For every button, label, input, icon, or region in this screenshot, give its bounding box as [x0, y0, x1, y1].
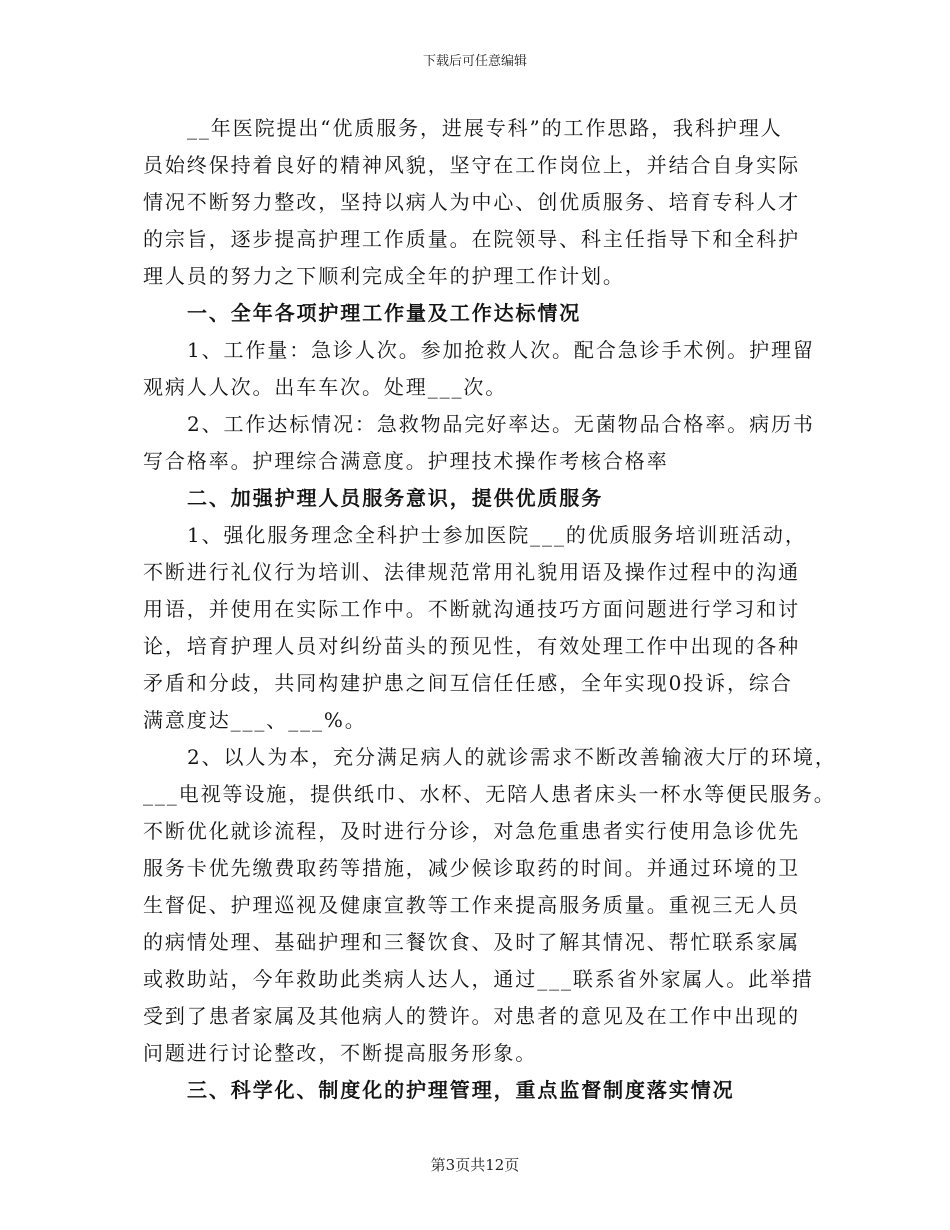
paragraph-line: ___电视等设施，提供纸巾、水杯、无陪人患者床头一杯水等便民服务。 — [143, 782, 836, 806]
paragraph-line: 的宗旨，逐步提高护理工作质量。在院领导、科主任指导下和全科护 — [143, 227, 800, 251]
paragraph-line: 生督促、护理巡视及健康宣教等工作来提高服务质量。重视三无人员 — [143, 893, 800, 917]
paragraph-line: 2、以人为本，充分满足病人的就诊需求不断改善输液大厅的环境， — [187, 745, 837, 769]
paragraph-line: 矛盾和分歧，共同构建护患之间互信任任感，全年实现0投诉，综合 — [143, 671, 793, 695]
paragraph-line: 1、工作量：急诊人次。参加抢救人次。配合急诊手术例。护理留 — [187, 338, 815, 362]
paragraph-line: 不断进行礼仪行为培训、法律规范常用礼貌用语及操作过程中的沟通 — [143, 560, 800, 584]
section-heading: 三、科学化、制度化的护理管理，重点监督制度落实情况 — [187, 1078, 735, 1102]
paragraph-line: 不断优化就诊流程，及时进行分诊，对急危重患者实行使用急诊优先 — [143, 819, 800, 843]
paragraph-line: 观病人人次。出车车次。处理___次。 — [143, 375, 508, 399]
paragraph-line: 理人员的努力之下顺利完成全年的护理工作计划。 — [143, 264, 625, 288]
paragraph-line: 用语，并使用在实际工作中。不断就沟通技巧方面问题进行学习和讨 — [143, 597, 800, 621]
page-number: 第3页共12页 — [430, 1156, 520, 1174]
paragraph-line: 1、强化服务理念全科护士参加医院___的优质服务培训班活动， — [187, 523, 807, 547]
paragraph-line: 写合格率。护理综合满意度。护理技术操作考核合格率 — [143, 449, 669, 473]
paragraph-line: 服务卡优先缴费取药等措施，减少候诊取药的时间。并通过环境的卫 — [143, 856, 800, 880]
paragraph-line: 员始终保持着良好的精神风貌，坚守在工作岗位上，并结合自身实际 — [143, 153, 800, 177]
paragraph-line: 受到了患者家属及其他病人的赞许。对患者的意见及在工作中出现的 — [143, 1004, 800, 1028]
section-heading: 一、全年各项护理工作量及工作达标情况 — [187, 301, 582, 325]
paragraph-line: 论，培育护理人员对纠纷苗头的预见性，有效处理工作中出现的各种 — [143, 634, 800, 658]
paragraph-line: 问题进行讨论整改，不断提高服务形象。 — [143, 1041, 538, 1065]
paragraph-line: 情况不断努力整改，坚持以病人为中心、创优质服务、培育专科人才 — [143, 190, 800, 214]
paragraph-line: 或救助站，今年救助此类病人达人，通过___联系省外家属人。此举措 — [143, 967, 814, 991]
page-header-note: 下载后可任意编辑 — [422, 54, 527, 69]
paragraph-line: 满意度达___、___%。 — [143, 708, 367, 732]
paragraph-line: 2、工作达标情况：急救物品完好率达。无菌物品合格率。病历书 — [187, 412, 815, 436]
paragraph-line: 的病情处理、基础护理和三餐饮食、及时了解其情况、帮忙联系家属 — [143, 930, 800, 954]
paragraph-line: __年医院提出“优质服务，进展专科”的工作思路，我科护理人 — [187, 116, 783, 140]
section-heading: 二、加强护理人员服务意识，提供优质服务 — [187, 486, 604, 510]
document-body — [143, 110, 933, 1109]
